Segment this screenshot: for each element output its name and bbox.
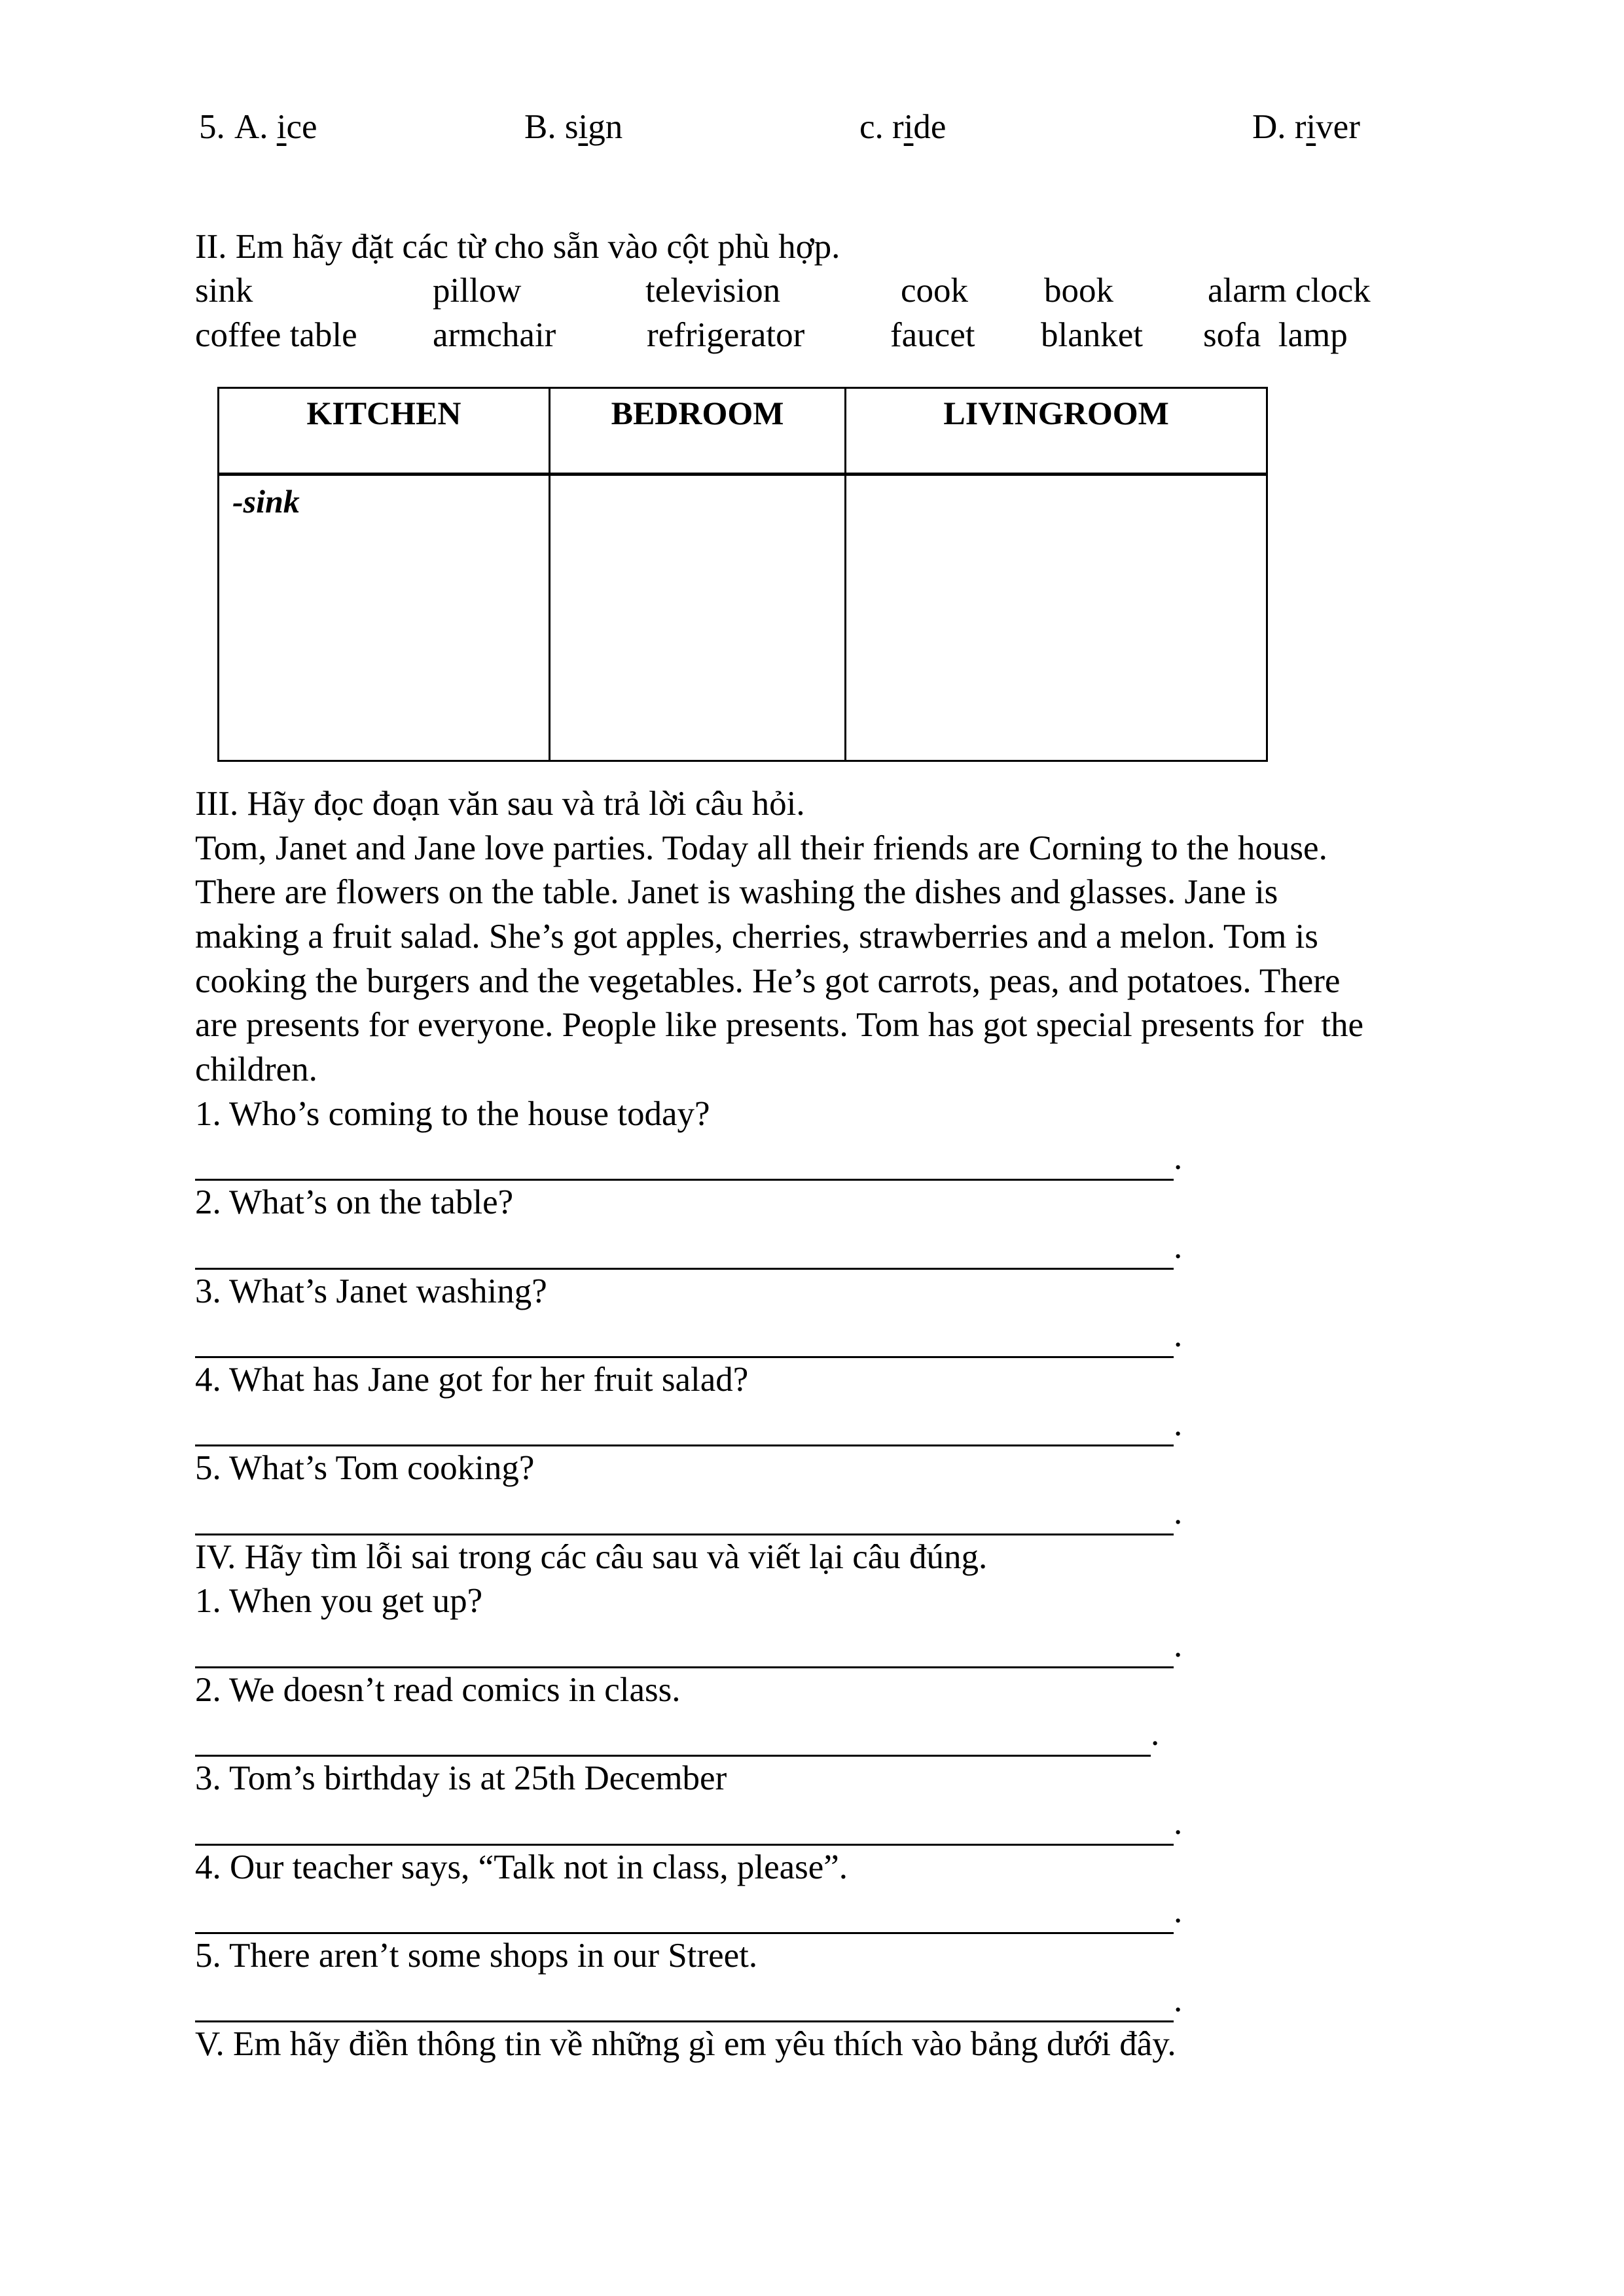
option-text: s (564, 108, 579, 146)
answer-line[interactable] (195, 1314, 1537, 1358)
answer-period: . (1174, 1405, 1183, 1443)
word-faucet: faucet (890, 316, 975, 354)
answer-period: . (1174, 1803, 1183, 1842)
q5-number (199, 105, 225, 149)
q5-number-label: 5. (199, 108, 225, 146)
word-refrigerator: refrigerator (647, 316, 805, 354)
exercises-flow (195, 782, 1537, 2067)
word-alarm-clock: alarm clock (1208, 272, 1371, 310)
option-label: A. (234, 108, 268, 146)
word-book: book (1044, 272, 1113, 310)
word-sofa-lamp: sofa lamp (1203, 316, 1348, 354)
answer-line[interactable] (195, 1225, 1537, 1270)
word-coffee-table: coffee table (195, 316, 357, 354)
passage-line: There are flowers on the table. Janet is washing the dishes and glasses. Jane is (195, 873, 1278, 912)
section2-title: II. Em hãy đặt các từ cho sẵn vào cột phù hợp. (195, 228, 840, 266)
cell-kitchen-item: -sink (232, 483, 300, 520)
section3-title: III. Hãy đọc đoạn văn sau và trả lời câu hỏi. (195, 785, 805, 823)
answer-line[interactable] (195, 1137, 1537, 1181)
option-text: ver (1316, 108, 1360, 146)
answer-period: . (1174, 1493, 1183, 1532)
answer-period: . (1151, 1715, 1160, 1753)
answer-line[interactable] (195, 1403, 1537, 1447)
option-underlined: i (276, 108, 287, 146)
question-3-4: 4. What has Jane got for her fruit salad? (195, 1360, 749, 1399)
option-text: r (1294, 108, 1307, 146)
answer-period: . (1174, 1316, 1183, 1355)
answer-blank[interactable] (195, 1147, 1174, 1181)
option-label: c. (859, 108, 884, 146)
table-header-row (219, 388, 1267, 475)
word-cook: cook (901, 272, 969, 310)
passage-line: Tom, Janet and Jane love parties. Today all their friends are Corning to the house. (195, 829, 1327, 867)
answer-blank[interactable] (195, 1236, 1174, 1270)
word-blanket: blanket (1041, 316, 1143, 354)
answer-line[interactable] (195, 1979, 1537, 2023)
question-3-1: 1. Who’s coming to the house today? (195, 1094, 710, 1133)
cell-kitchen[interactable] (219, 475, 550, 761)
answer-line[interactable] (195, 1890, 1537, 1934)
answer-line[interactable] (195, 1624, 1537, 1668)
option-underlined: i (903, 108, 914, 146)
option-text: gn (588, 108, 623, 146)
option-text: ce (286, 108, 317, 146)
answer-period: . (1174, 1892, 1183, 1931)
answer-period: . (1174, 1227, 1183, 1266)
answer-line[interactable] (195, 1491, 1537, 1535)
question-3-2: 2. What’s on the table? (195, 1183, 514, 1222)
word-pillow: pillow (433, 272, 522, 310)
word-sink: sink (195, 272, 253, 310)
answer-blank[interactable] (195, 1635, 1174, 1668)
answer-period: . (1174, 1626, 1183, 1665)
passage-line: making a fruit salad. She’s got apples, cherries, strawberries and a melon. Tom is (195, 918, 1318, 956)
question-4-3: 3. Tom’s birthday is at 25th December (195, 1759, 727, 1798)
answer-blank[interactable] (195, 1413, 1174, 1446)
option-label: D. (1252, 108, 1286, 146)
passage-line: are presents for everyone. People like presents. Tom has got special presents for the (195, 1006, 1363, 1045)
cell-livingroom[interactable] (846, 475, 1267, 761)
answer-period: . (1174, 1981, 1183, 2019)
header-livingroom: LIVINGROOM (846, 388, 1267, 475)
answer-blank[interactable] (195, 1325, 1174, 1358)
answer-blank[interactable] (195, 1723, 1151, 1757)
option-text: r (892, 108, 904, 146)
cell-bedroom[interactable] (549, 475, 845, 761)
answer-blank[interactable] (195, 1989, 1174, 2022)
passage-line: children. (195, 1050, 317, 1089)
sorting-table (217, 387, 1268, 762)
option-label: B. (524, 108, 556, 146)
passage-line: cooking the burgers and the vegetables. He’s got carrots, peas, and potatoes. There (195, 961, 1341, 1000)
q5-option-d (1252, 105, 1360, 149)
answer-period: . (1174, 1139, 1183, 1177)
question-3-5: 5. What’s Tom cooking? (195, 1449, 535, 1488)
header-bedroom: BEDROOM (549, 388, 845, 475)
question-4-2: 2. We doesn’t read comics in class. (195, 1670, 681, 1709)
q5-option-a (234, 105, 317, 149)
option-text: de (913, 108, 947, 146)
section5-title: V. Em hãy điền thông tin về những gì em yêu thích vào bảng dưới đây. (195, 2025, 1176, 2064)
answer-blank[interactable] (195, 1901, 1174, 1934)
q5-option-c (859, 105, 946, 149)
header-kitchen: KITCHEN (219, 388, 550, 475)
table-row (219, 475, 1267, 761)
answer-line[interactable] (195, 1712, 1537, 1757)
answer-blank[interactable] (195, 1812, 1174, 1846)
question-4-1: 1. When you get up? (195, 1582, 483, 1621)
q5-option-b (524, 105, 623, 149)
option-underlined: i (1306, 108, 1316, 146)
answer-blank[interactable] (195, 1502, 1174, 1535)
section4-title: IV. Hãy tìm lỗi sai trong các câu sau và viết lại câu đúng. (195, 1537, 988, 1576)
question-3-3: 3. What’s Janet washing? (195, 1272, 547, 1310)
question-4-5: 5. There aren’t some shops in our Street. (195, 1936, 758, 1975)
option-underlined: i (578, 108, 588, 146)
question-4-4: 4. Our teacher says, “Talk not in class, please”. (195, 1848, 848, 1886)
answer-line[interactable] (195, 1801, 1537, 1846)
word-armchair: armchair (433, 316, 556, 354)
word-television: television (645, 272, 781, 310)
